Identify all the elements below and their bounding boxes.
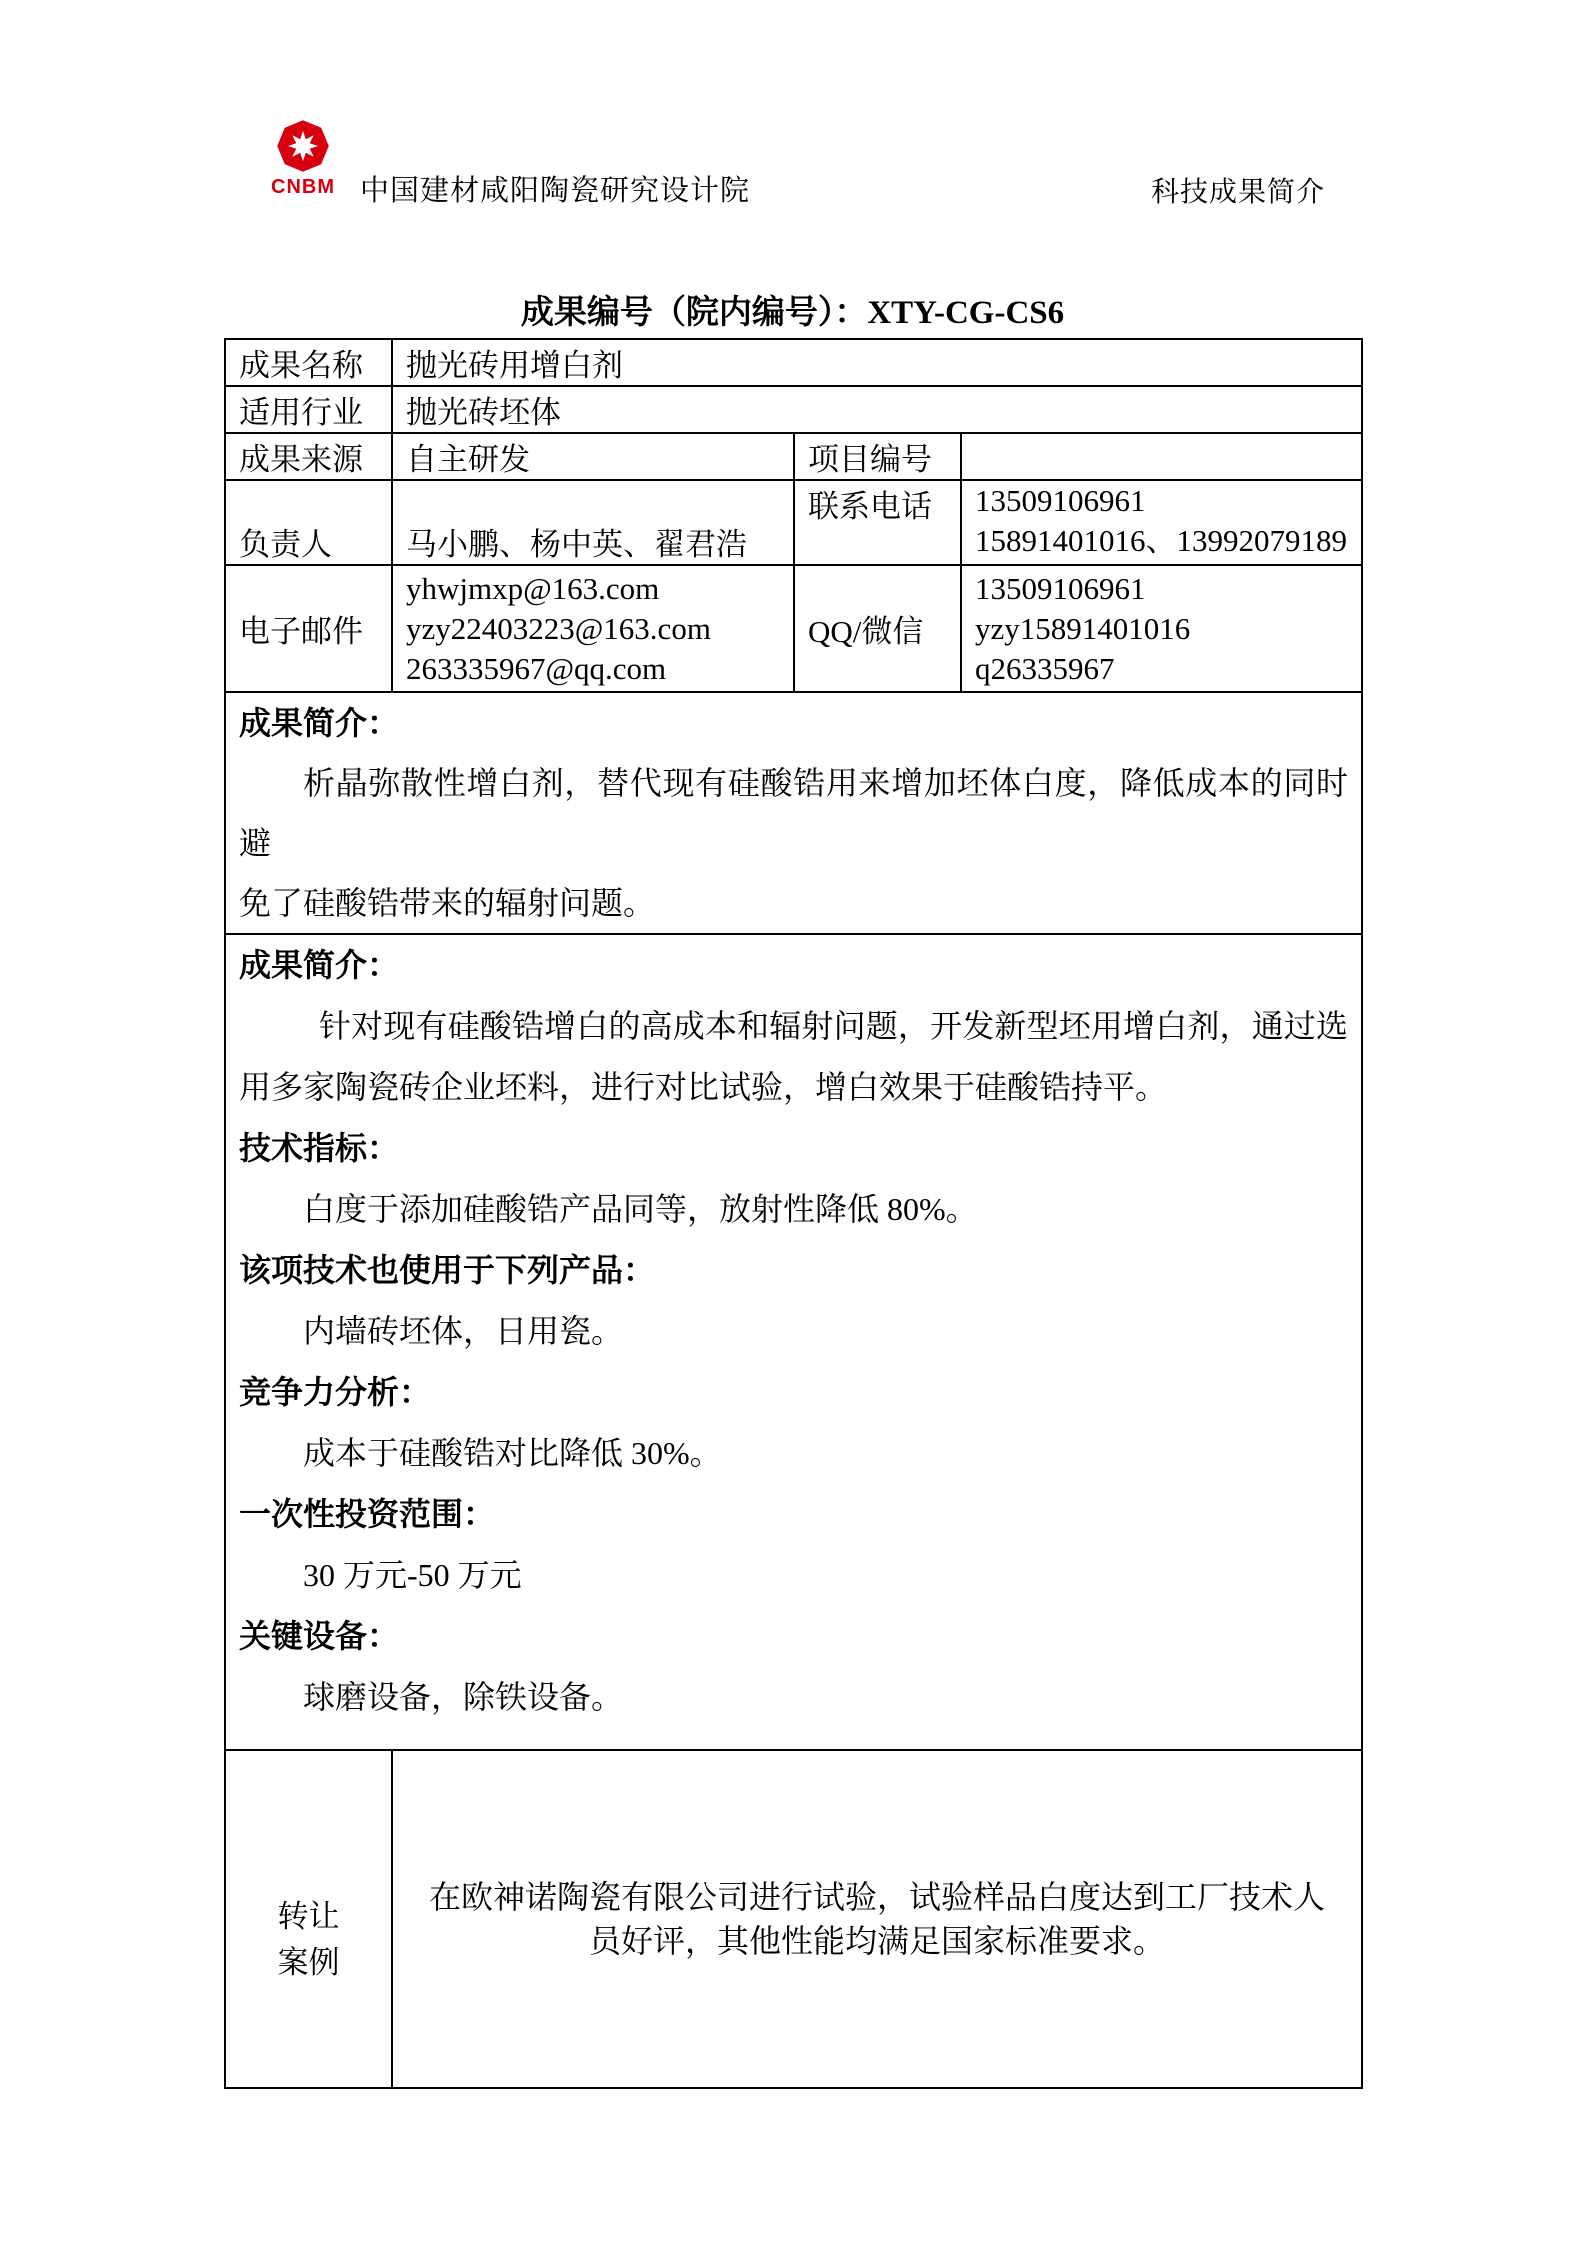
summary-2-heading: 成果简介： <box>239 947 400 983</box>
phone-line: 13509106961 <box>975 483 1146 518</box>
details-cell <box>225 934 1362 1750</box>
cnbm-logo <box>268 118 338 199</box>
result-name-label: 成果名称 <box>225 339 392 386</box>
industry-value: 抛光砖坯体 <box>392 386 1362 433</box>
competitiveness-heading: 竞争力分析： <box>239 1374 432 1410</box>
organization-name: 中国建材咸阳陶瓷研究设计院 <box>360 175 751 207</box>
source-value: 自主研发 <box>392 433 794 480</box>
competitiveness-text: 成本于硅酸锆对比降低 30%。 <box>303 1435 722 1471</box>
email-line: 263335967@qq.com <box>406 650 667 686</box>
summary-1-heading: 成果简介： <box>239 705 400 741</box>
page-title: 成果编号（院内编号）：XTY-CG-CS6 <box>520 295 1065 331</box>
key-equipment-text: 球磨设备，除铁设备。 <box>303 1679 624 1715</box>
other-products-heading: 该项技术也使用于下列产品： <box>239 1252 656 1288</box>
email-line: yzy22403223@163.com <box>406 610 711 646</box>
transfer-text-line: 员好评，其他性能均满足国家标准要求。 <box>589 1923 1166 1959</box>
qq-line: 13509106961 <box>975 570 1146 606</box>
leader-value: 马小鹏、杨中英、翟君浩 <box>392 480 794 565</box>
phone-value <box>961 480 1362 565</box>
qq-wechat-value <box>961 565 1362 692</box>
qq-line: q26335967 <box>975 650 1115 686</box>
phone-line: 15891401016、13992079189 <box>975 523 1347 558</box>
document-type-label: 科技成果简介 <box>1150 176 1325 207</box>
investment-range-heading: 一次性投资范围： <box>239 1496 496 1532</box>
summary-2-text-line: 针对现有硅酸锆增白的高成本和辐射问题，开发新型坯用增白剂，通过选 <box>319 1008 1349 1044</box>
source-label: 成果来源 <box>225 433 392 480</box>
row-industry <box>225 386 1362 433</box>
tech-indicator-heading: 技术指标： <box>239 1130 400 1166</box>
row-email <box>225 565 1362 692</box>
email-value <box>392 565 794 692</box>
project-no-label: 项目编号 <box>794 433 961 480</box>
row-transfer-case <box>225 1750 1362 2088</box>
email-line: yhwjmxp@163.com <box>406 570 660 606</box>
row-result-name <box>225 339 1362 386</box>
transfer-label-line: 案例 <box>277 1945 340 1980</box>
cnbm-octagon-star-icon <box>272 118 334 174</box>
qq-line: yzy15891401016 <box>975 610 1191 646</box>
key-equipment-heading: 关键设备： <box>239 1618 400 1654</box>
transfer-text-line: 在欧神诺陶瓷有限公司进行试验，试验样品白度达到工厂技术人 <box>429 1879 1326 1915</box>
project-no-value <box>961 433 1362 480</box>
summary-1-text-line: 析晶弥散性增白剂，替代现有硅酸锆用来增加坯体白度，降低成本的同时避 <box>239 765 1349 861</box>
transfer-case-label <box>225 1750 392 2088</box>
email-label: 电子邮件 <box>225 565 392 692</box>
industry-label: 适用行业 <box>225 386 392 433</box>
result-name-value: 抛光砖用增白剂 <box>392 339 1362 386</box>
row-leader <box>225 480 1362 565</box>
row-details <box>225 934 1362 1750</box>
transfer-case-text <box>392 1750 1362 2088</box>
cnbm-logo-text: CNBM <box>271 176 335 198</box>
row-summary-1 <box>225 692 1362 934</box>
phone-label: 联系电话 <box>794 480 961 565</box>
summary-1-text-line: 免了硅酸锆带来的辐射问题。 <box>239 885 656 921</box>
achievement-form-table <box>224 338 1363 2089</box>
summary-2-text-line: 用多家陶瓷砖企业坯料，进行对比试验，增白效果于硅酸锆持平。 <box>239 1069 1168 1105</box>
summary-1-cell <box>225 692 1362 934</box>
investment-range-text: 30 万元-50 万元 <box>303 1557 522 1593</box>
other-products-text: 内墙砖坯体，日用瓷。 <box>303 1313 624 1349</box>
tech-indicator-text: 白度于添加硅酸锆产品同等，放射性降低 80%。 <box>303 1191 978 1227</box>
row-source <box>225 433 1362 480</box>
leader-label: 负责人 <box>225 480 392 565</box>
qq-wechat-label: QQ/微信 <box>794 565 961 692</box>
transfer-label-line: 转让 <box>277 1899 340 1934</box>
